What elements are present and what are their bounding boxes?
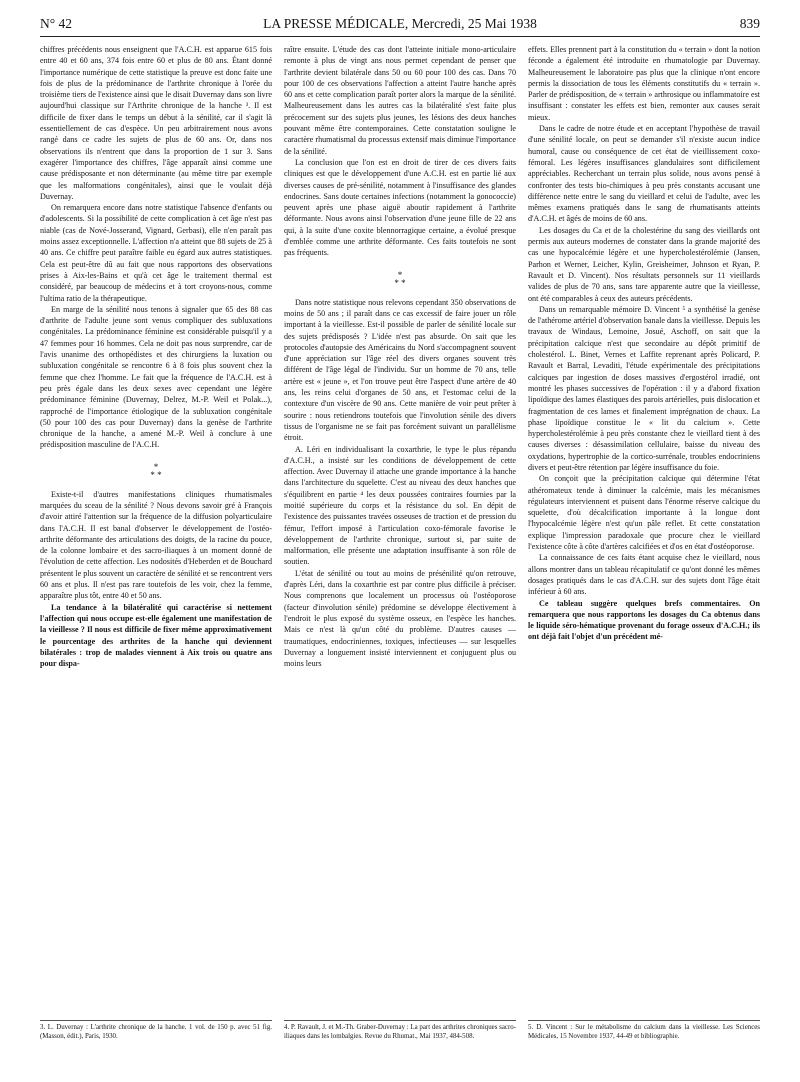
footnote-text: 3. L. Duvernay : L'arthrite chronique de la hanche. 1 vol. de 150 p. avec 51 fig. (Masson, édit.), Paris, 1930. (40, 1024, 272, 1040)
footnote-text: 5. D. Vincent : Sur le métabolisme du calcium dans la vieillesse. Les Sciences Médicales, 15 Novembre 1937, 44-49 et bibliographie. (528, 1024, 760, 1040)
paragraph: En marge de la sénilité nous tenons à signaler que 65 des 88 cas d'arthrite de l'adulte jeune sont venus compliquer des subluxations congénitales. La prédominance féminine est considérable puisqu'il y a 47 femmes pour 16 hommes. Cela ne doit pas nous surprendre, car de l'avis unanime des orthopédistes et des chirurgiens la luxation ou subluxation congénitale se rencontre 6 à 8 fois plus souvent chez la femme que chez l'homme. Le fait que la fréquence de l'A.C.H. est à peu près égale dans les deux sexes avec cependant une légère prédominance féminine (Duvernay, Delrez, M.-P. Weil et Polak...), rapproché de l'importance étiologique de la subluxation congénitale (50 pour 100 des cas pour Duvernay) dans la genèse de l'arthrite chronique de la hanche, a amené M.-P. Weil à conclure à une prédisposition masculine de l'A.C.H. (40, 304, 272, 450)
paragraph: A. Léri en individualisant la coxarthrie, le type le plus répandu d'A.C.H., a insisté sur les conditions de développement de cette affection. Avec Duvernay il attache une grande importance à la hanche dans l'architecture du squelette. C'est au niveau des deux hanches que s'équilibrent en partie ⁴ les deux poussées contraires fournies par la moitié supérieure du corps et la résistance du sol. En dépit de l'existence des puissantes travées osseuses de traction et de pression du fémur, l'effort imposé à l'articulation coxo-fémorale favorise le développement de l'arthrite chronique, surtout si, par suite de malformation, elle présente une adaptation insuffisante à son rôle de soutien. (284, 444, 516, 567)
section-asterism: * * * (394, 269, 406, 288)
paragraph: On remarquera encore dans notre statistique l'absence d'enfants ou d'adolescents. Si la possibilité de cette complication à cet âge n'est pas niable (cas de Nové-Josserand, Vignard, Gerbasi), elle n'en paraît pas moins assez exceptionnelle. L'affection n'a atteint que 88 sujets de 25 à 40 ans. Ce chiffre peut paraître faible eu égard aux autres statistiques. Cela est peut-être dû au fait que nous rapportons des observations prises à Aix-les-Bains et qu'à cet âge le traitement thermal est considéré, par beaucoup de médecins et à tort croyons-nous, comme l'ultima ratio de la thérapeutique. (40, 203, 272, 303)
paragraph-bold: La tendance à la bilatéralité qui caractérise si nettement l'affection qui nous occupe est-elle également une manifestation de la vieillesse ? Il nous est difficile de fixer même approximativement le pourcentage des arthrites de la hanche qui deviennent bilatérales : trop de malades viennent à Aix trois ou quatre ans pour dispa- (40, 602, 272, 669)
page-number: 839 (739, 16, 760, 31)
paragraph: La conclusion que l'on est en droit de tirer de ces divers faits cliniques est que le développement d'une A.C.H. est en partie lié aux diverses causes de pré-sénilité, notamment à l'insuffisance des glandes endocrines. Sans doute certaines infections (notamment la gonococcie) peuvent après une phase aiguë aboutir rapidement à l'arthrite déformante. Nous avons ainsi l'observation d'une jeune fille de 22 ans qui, à la suite d'une coxite blennorragique certaine, a évolué presque d'emblée comme une arthrite déformante. Ces faits toutefois ne sont pas fréquents. (284, 157, 516, 258)
paragraph: Dans notre statistique nous relevons cependant 350 observations de moins de 50 ans ; il paraît dans ce cas excessif de faire jouer un rôle important à la vieillesse. Est-il possible de parler de sénilité locale sur des sujets prédisposés ? L'idée n'est pas absurde. On sait que les protocoles d'autopsie des Américains du Nord s'accompagnent souvent d'une appréciation sur l'âge réel des divers organes souvent très différent de l'âge légal de l'individu. Sur un homme de 70 ans, telle artère est « jeune », et l'on trouve peut être l'aspect d'une artère de 40 ans, les reins celui d'organes de 50 ans, et l'estomac celui de la contexture d'un viscère de 90 ans. Cette manière de voir peut prêter à sourire : nous retiendrons toutefois que l'involution sénile des divers tissus de l'organisme ne se fait pas forcément suivant un parallélisme étroit. (284, 297, 516, 443)
footnote-text: 4. P. Ravault, J. et M.-Th. Graber-Duvernay : La part des arthrites chroniques sacro-iliaques dans les lombalgies. Revue du Rhumat., Mai 1937, 484-508. (284, 1024, 516, 1040)
paragraph: raître ensuite. L'étude des cas dont l'atteinte initiale mono-articulaire remonte à plus de vingt ans nous permet cependant de penser que l'arthrite devient bilatérale dans 50 ou 60 pour 100 des cas. Dans 70 pour 100 de ces observations l'affection a atteint l'autre hanche après 60 ans et cette complication paraît porter alors la marque de la sénilité. Malheureusement dans les autres cas la bilatéralité s'est faite plus précocement sur des sujets plus jeunes, les lésions des deux hanches pouvant même être contemporaines. Cette constatation souligne le caractère rhumatismal du processus extensif mais diminue l'importance de la sénilité. (284, 45, 516, 156)
paragraph: La connaissance de ces faits étant acquise chez le vieillard, nous allons montrer dans un tableau récapitulatif ce qu'ont donné les mêmes dosages pratiqués dans le cas d'A.C.H. sur des sujets dont l'âge était inférieur à 60 ans. (528, 553, 760, 597)
paragraph: effets. Elles prennent part à la constitution du « terrain » dont la notion féconde a également été introduite en rhumatologie par Duvernay. Malheureusement le laboratoire pas plus que la clinique n'ont encore permis la dissociation de tous les éléments constitutifs du « terrain ». Parler de prédisposition, de « terrain » arthrosique ou inflammatoire est insuffisant : constater les effets est bien, remonter aux causes serait mieux. (528, 45, 760, 122)
section-asterism: * * * (150, 461, 162, 480)
text-columns (40, 44, 760, 1052)
column-middle (284, 44, 516, 1052)
paragraph: Dans le cadre de notre étude et en acceptant l'hypothèse de travail d'une sénilité locale, on peut se demander s'il n'existe aucun indice humoral, cause ou conséquence de cet état de vieillissement coxo-fémoral. Les légères insuffisances glandulaires sont difficilement appréciables. Recherchant un terrain plus solide, nous avons pensé à confronter des tests bio-chimiques à peu près constants accusant une différence nette entre le sang du vieillard et celui de l'adulte, avec les mêmes examens pratiqués dans le sang de rhumatisants atteints d'A.C.H. et âgés de moins de 60 ans. (528, 124, 760, 224)
issue-number: N° 42 (40, 16, 73, 31)
paragraph: chiffres précédents nous enseignent que l'A.C.H. est apparue 615 fois entre 40 et 60 ans, 374 fois entre 60 et plus de 80 ans. Étant donné l'importance numérique de cette statistique la preuve est donc faite une fois de plus de la prédominance de l'arthrite chronique à l'orée du troisième tiers de l'existence ainsi que le disait Duvernay dans son livre aujourd'hui classique sur l'Arthrite chronique de la hanche ³. Il est difficile de fixer dans le temps un début à la sénilité, car il s'agit là essentiellement de cas d'espèce. Un peu arbitrairement nous avons rangé dans ce cadre les sujets de plus de 60 ans. Or, dans nos observations ils n'entrent que dans la proportion de 1 sur 3. Sans exagérer l'importance des chiffres, l'âge apparaît ainsi comme une cause prédisposante et non déterminante (au même titre par exemple que les malformations congénitales), ainsi que le voulait déjà Duvernay. (40, 45, 272, 201)
paragraph: Dans un remarquable mémoire D. Vincent ⁵ a synthétisé la genèse de l'athérome artériel d'observation banale dans la vieillesse. Depuis les travaux de Windaus, Lemoine, Josué, Aschoff, on sait que la précipitation calcique n'est que secondaire au dépôt primitif de cholestérol. L. Binet, Vernes et Laffite reprenant après Policard, P. Ravault et Barral, Levaditi, l'étude expérimentale des précipitations calciques par ingestion de doses massives d'ergostérol irradié, ont montré les phases successives de l'opération : il y a d'abord fixation lipoïdique des lames élastiques des parois artérielles, puis dislocation et fragmentation de ces lames et finalement imprégnation de chaux. La phase lipoïdique constitue le « lit du calcium ». Cette hypercholestérolémie à peu près constante chez le vieillard tient à des causes diverses : désassimilation cellulaire, baisse du niveau des oxydations, hypertrophie de la cortico-surrénale, troubles endocriniens divers et peut-être rétention par légère insuffisance du foie. (528, 304, 760, 472)
footnote (40, 1020, 272, 1052)
paragraph: Les dosages du Ca et de la cholestérine du sang des vieillards ont permis aux auteurs modernes de constater dans la grande majorité des cas une hypocalcémie légère et une hypercholestérolémie (Jansen, Parhon et Werner, Leicher, Kylin, Greisheimer, Johnson et Ryan, P. Ravault et D. Vincent). Nos résultats personnels sur 11 vieillards valides de plus de 70 ans, sans tare apparente autre que la vieillesse, ont été comparables à ceux des auteurs précédents. (528, 225, 760, 303)
paragraph-bold: Ce tableau suggère quelques brefs commentaires. On remarquera que nous rapportons les dosages du Ca obtenus dans le liquide séro-hématique provenant du forage osseux d'A.C.H.; ils ont déjà fait l'objet d'un précédent mé- (528, 598, 760, 642)
column-middle-body (284, 44, 516, 1020)
column-right (528, 44, 760, 1052)
running-header (40, 14, 760, 37)
column-left (40, 44, 272, 1052)
paragraph: On conçoit que la précipitation calcique qui détermine l'état athéromateux tende à diminuer la calcémie, mais les mécanismes régulateurs interviennent et puisent dans l'énorme réserve calcique du squelette, d'où décalcification importante à la longue dont l'hypocalcémie légère n'est qu'un pâle reflet. Et cette constatation explique l'impression paradoxale que procure chez le vieillard l'existence côte à côte d'artères calcifiées et d'os en état d'ostéoporose. (528, 474, 760, 552)
column-right-body (528, 44, 760, 1020)
footnote (528, 1020, 760, 1052)
paragraph: Existe-t-il d'autres manifestations cliniques rhumatismales marquées du sceau de la sénilité ? Nous devons savoir gré à François d'avoir attiré l'attention sur la fréquence de la diffusion polyarticulaire dans l'A.C.H. Il est banal d'observer le développement de l'ostéo-arthrite déformante des articulations des doigts, de la racine du pouce, de la colonne lombaire et des sacro-iliaques à un moment donné de l'évolution de cette affection. Les nodosités d'Heberden et de Bouchard présentent le plus souvent un caractère de sénilité et se rencontrent vers 60 ans et plus. Il n'est pas rare toutefois de les voir, chez la femme, apparaître plus tôt, entre 40 et 50 ans. (40, 489, 272, 601)
paragraph: L'état de sénilité ou tout au moins de présénilité qu'on retrouve, d'après Léri, dans la coxarthrie est par contre plus difficile à préciser. Nous comprenons que localement un processus où l'ostéoporose (facteur d'involution sénile) prédomine se développe électivement à l'endroit le plus exposé du système osseux, en l'espèce les hanches. Mais ce n'est là qu'un côté du problème. D'autres causes — traumatiques, endocriniennes, toxiques, infectieuses — sur lesquelles Duvernay a longuement insisté interviennent et conjuguent plus ou moins leurs (284, 568, 516, 669)
footnote (284, 1020, 516, 1052)
journal-title: LA PRESSE MÉDICALE, Mercredi, 25 Mai 1938 (263, 16, 537, 31)
column-left-body (40, 44, 272, 1020)
